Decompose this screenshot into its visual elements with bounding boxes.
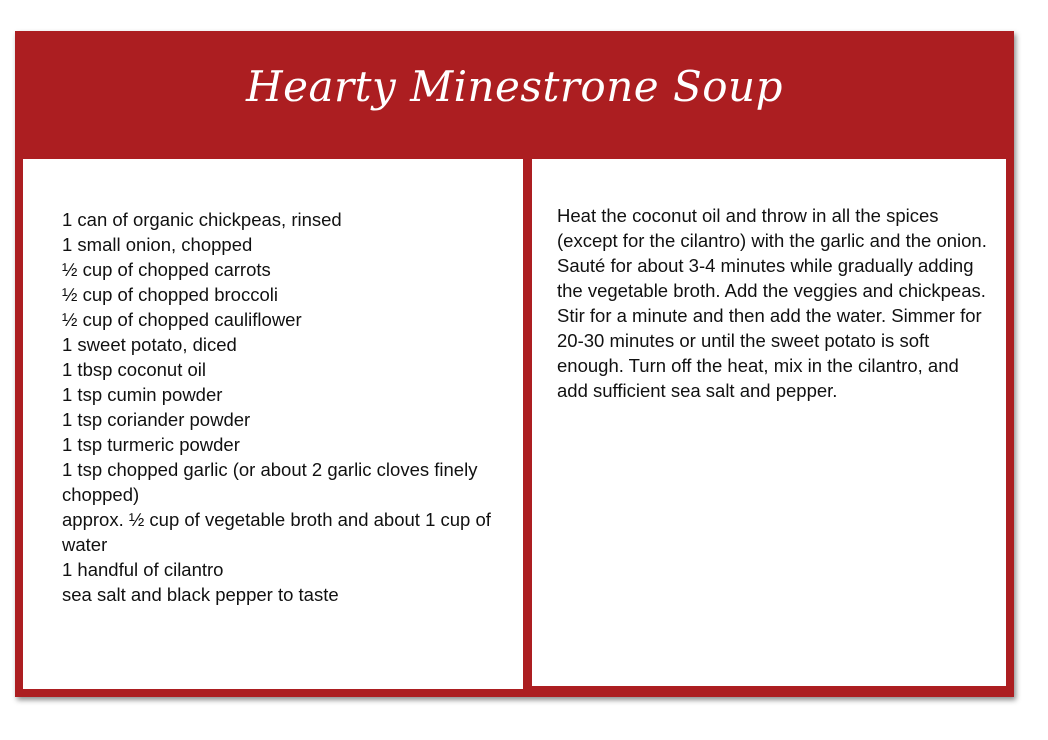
ingredient-item: 1 can of organic chickpeas, rinsed [62,209,342,230]
recipe-card [15,31,1014,697]
ingredient-item: 1 tsp chopped garlic (or about 2 garlic cloves finely chopped) [62,459,478,505]
ingredient-item: 1 tsp turmeric powder [62,434,240,455]
ingredient-item: ½ cup of chopped carrots [62,259,271,280]
ingredient-item: approx. ½ cup of vegetable broth and about 1 cup of water [62,509,491,555]
directions-panel [532,159,1006,686]
ingredient-item: ½ cup of chopped cauliflower [62,309,302,330]
ingredient-item: 1 small onion, chopped [62,234,253,255]
ingredients-panel [23,159,523,689]
ingredient-item: 1 handful of cilantro [62,559,224,580]
recipe-title: Hearty Minestrone Soup [246,62,783,111]
directions-text: Heat the coconut oil and throw in all the spices (except for the cilantro) with the garlic and the onion. Sauté for about 3-4 minutes while gradually adding the vegetable broth. Add the veggies and chickpeas. Stir for a minute and then add the water. Simmer for 20-30 minutes or until the sweet potato is soft enough. Turn off the heat, mix in the cilantro, and add sufficient sea salt and pepper. [557,205,987,401]
ingredient-item: 1 tbsp coconut oil [62,359,206,380]
ingredient-item: 1 tsp coriander powder [62,409,251,430]
ingredient-item: 1 tsp cumin powder [62,384,223,405]
ingredient-item: 1 sweet potato, diced [62,334,237,355]
ingredient-item: sea salt and black pepper to taste [62,584,339,605]
ingredient-item: ½ cup of chopped broccoli [62,284,278,305]
ingredients-list [62,207,492,607]
